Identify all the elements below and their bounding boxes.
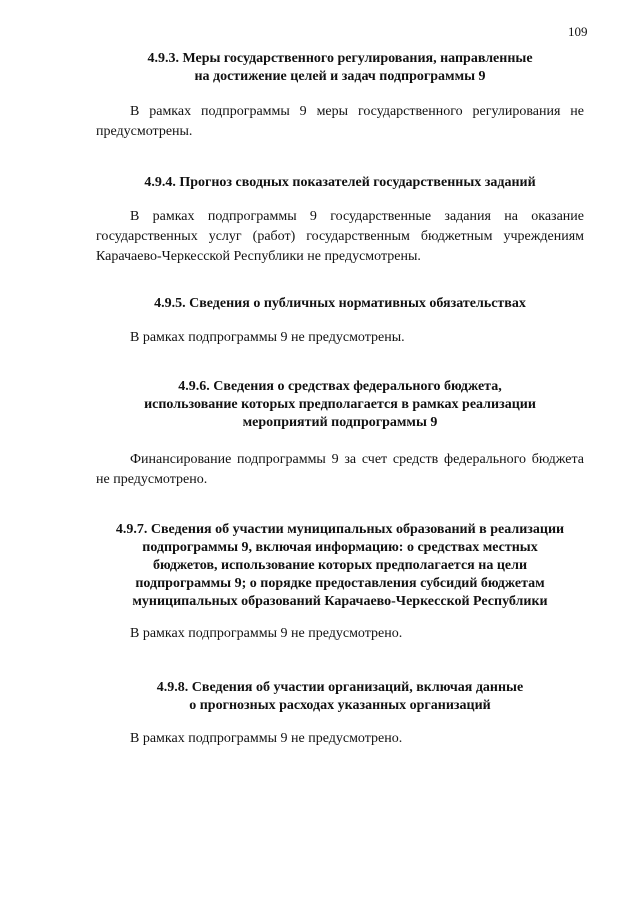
section-heading [96,679,584,715]
section-heading [96,378,584,432]
heading-line: бюджетов, использование которых предполагается на цели [152,558,528,573]
page-number: 109 [568,24,588,39]
heading-line: о прогнозных расходах указанных организаций [189,698,491,713]
heading-line: 4.9.4. Прогноз сводных показателей государственных заданий [144,175,536,190]
heading-line: муниципальных образований Карачаево-Черкесской Республики [132,594,548,609]
heading-line: мероприятий подпрограммы 9 [242,415,438,430]
section-paragraph: В рамках подпрограммы 9 не предусмотрено. [130,626,403,641]
heading-line: 4.9.8. Сведения об участии организаций, включая данные [156,680,524,695]
section-4-9-6-body [96,450,584,490]
heading-line: подпрограммы 9, включая информацию: о средствах местных [142,540,538,555]
section-4-9-8 [96,679,584,715]
section-paragraph: В рамках подпрограммы 9 меры государственного регулирования не предусмотрены. [96,104,584,139]
section-4-9-6 [96,378,584,432]
heading-line: использование которых предполагается в рамках реализации [144,397,536,412]
section-paragraph: В рамках подпрограммы 9 государственные задания на оказание государственных услуг (работ) государственным бюджетным учреждениям Карачаево-Черкесской Республики не предусмотрены. [96,209,584,264]
section-heading [96,295,584,313]
section-4-9-3-body [96,102,584,142]
section-4-9-8-body [96,729,584,749]
section-paragraph: Финансирование подпрограммы 9 за счет средств федерального бюджета не предусмотрено. [96,452,584,487]
heading-line: 4.9.5. Сведения о публичных нормативных обязательствах [154,296,526,311]
section-4-9-3 [96,50,584,86]
section-heading [96,50,584,86]
heading-line: 4.9.3. Меры государственного регулирования, направленные [147,51,533,66]
section-paragraph: В рамках подпрограммы 9 не предусмотрены. [130,330,405,345]
section-heading [96,521,584,611]
section-4-9-5 [96,295,584,313]
heading-line: на достижение целей и задач подпрограммы 9 [194,69,486,84]
heading-line: 4.9.7. Сведения об участии муниципальных образований в реализации [115,522,565,537]
section-4-9-4 [96,174,584,192]
section-heading [96,174,584,192]
section-4-9-7 [96,521,584,611]
section-4-9-5-body [96,328,584,348]
section-4-9-7-body [96,624,584,644]
heading-line: 4.9.6. Сведения о средствах федерального бюджета, [178,379,502,394]
section-paragraph: В рамках подпрограммы 9 не предусмотрено. [130,731,403,746]
heading-line: подпрограммы 9; о порядке предоставления субсидий бюджетам [135,576,545,591]
section-4-9-4-body [96,207,584,267]
